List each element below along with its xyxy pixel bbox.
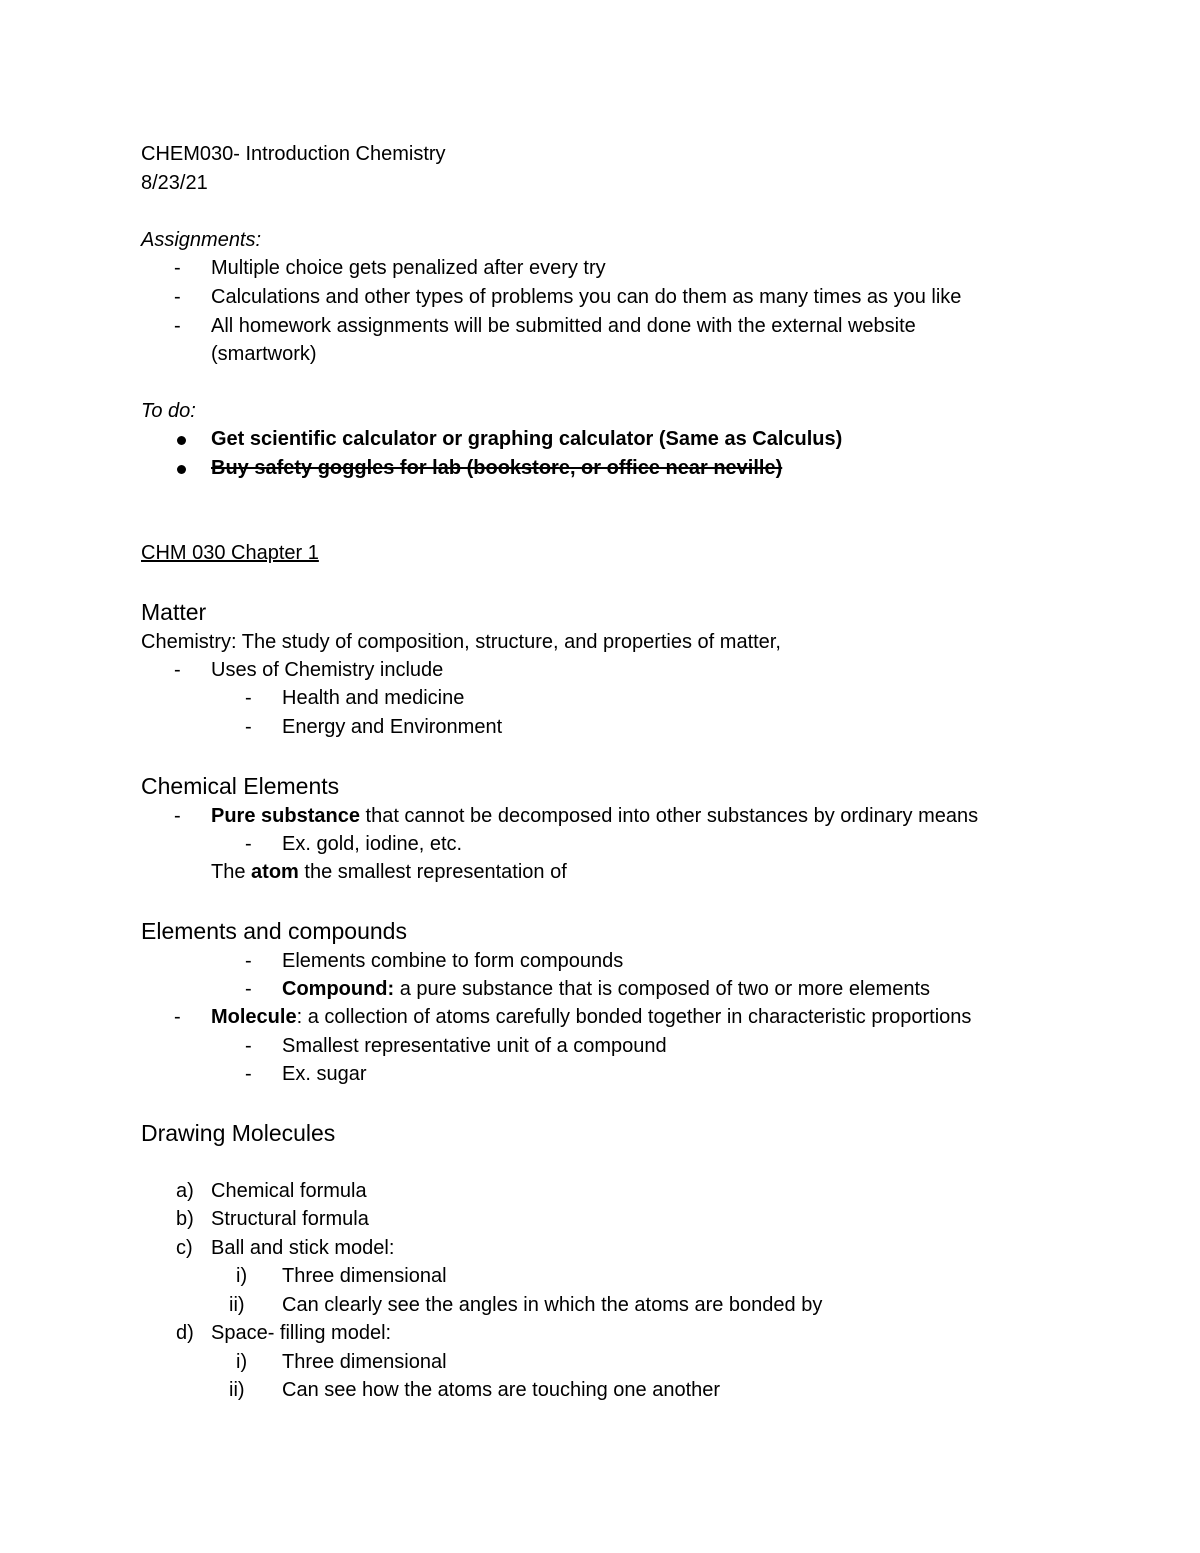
assignment-item-continuation: (smartwork) <box>211 343 317 365</box>
drawing-subitem: Three dimensional <box>282 1351 447 1373</box>
drawing-subitem: Can clearly see the angles in which the atoms are bonded by <box>282 1294 823 1316</box>
molecule-subitem: Smallest representative unit of a compound <box>282 1035 667 1057</box>
todo-item: Get scientific calculator or graphing calculator (Same as Calculus) <box>211 428 843 450</box>
element-example: Ex. gold, iodine, etc. <box>282 833 463 855</box>
compounds-item: Elements combine to form compounds <box>282 950 624 972</box>
list-marker: b) <box>176 1208 194 1230</box>
section-heading-drawing: Drawing Molecules <box>141 1120 336 1146</box>
assignment-item: Calculations and other types of problems you can do them as many times as you like <box>211 286 962 308</box>
compound-term: Compound: <box>282 978 395 1000</box>
list-dash: - <box>245 687 252 709</box>
list-marker: ii) <box>229 1379 245 1401</box>
course-title: CHEM030- Introduction Chemistry <box>141 143 446 165</box>
list-marker: ii) <box>229 1294 245 1316</box>
uses-item: Uses of Chemistry include <box>211 659 444 681</box>
molecule-example: Ex. sugar <box>282 1063 367 1085</box>
atom-text: the smallest representation of <box>298 861 567 883</box>
molecule-text: : a collection of atoms carefully bonded together in characteristic proportions <box>296 1006 972 1028</box>
assignments-heading: Assignments: <box>141 229 262 251</box>
list-marker: i) <box>236 1265 248 1287</box>
list-dash: - <box>245 950 252 972</box>
section-heading-matter: Matter <box>141 599 207 625</box>
list-dash: - <box>174 315 181 337</box>
chapter-title: CHM 030 Chapter 1 <box>141 542 319 564</box>
molecule-definition <box>211 1003 971 1031</box>
drawing-subitem: Can see how the atoms are touching one another <box>282 1379 721 1401</box>
drawing-item: Structural formula <box>211 1208 369 1230</box>
uses-subitem: Health and medicine <box>282 687 465 709</box>
list-dash: - <box>245 978 252 1000</box>
section-heading-elements: Chemical Elements <box>141 773 340 799</box>
bullet-icon <box>177 465 186 474</box>
list-dash: - <box>245 833 252 855</box>
atom-line <box>211 858 567 886</box>
pure-substance-text: that cannot be decomposed into other substances by ordinary means <box>359 805 979 827</box>
list-marker: c) <box>176 1237 193 1259</box>
pure-substance-term: Pure substance <box>211 805 360 827</box>
uses-subitem: Energy and Environment <box>282 716 503 738</box>
list-dash: - <box>245 1063 252 1085</box>
todo-heading: To do: <box>141 400 196 422</box>
note-date: 8/23/21 <box>141 172 208 194</box>
section-heading-compounds: Elements and compounds <box>141 918 407 944</box>
todo-item-done: Buy safety goggles for lab (bookstore, or office near neville) <box>211 457 783 479</box>
list-marker: i) <box>236 1351 248 1373</box>
list-dash: - <box>174 805 181 827</box>
drawing-item: Ball and stick model: <box>211 1237 395 1259</box>
drawing-item: Space- filling model: <box>211 1322 392 1344</box>
list-dash: - <box>174 257 181 279</box>
list-dash: - <box>174 659 181 681</box>
list-dash: - <box>245 716 252 738</box>
list-marker: a) <box>176 1180 194 1202</box>
compound-text: a pure substance that is composed of two or more elements <box>394 978 931 1000</box>
molecule-term: Molecule <box>211 1006 297 1028</box>
list-dash: - <box>174 286 181 308</box>
bullet-icon <box>177 436 186 445</box>
list-dash: - <box>245 1035 252 1057</box>
pure-substance-item <box>211 802 978 830</box>
atom-term: atom <box>251 861 299 883</box>
list-marker: d) <box>176 1322 194 1344</box>
assignment-item: Multiple choice gets penalized after every try <box>211 257 606 279</box>
compound-definition <box>282 975 930 1003</box>
drawing-item: Chemical formula <box>211 1180 367 1202</box>
chemistry-definition: Chemistry: The study of composition, structure, and properties of matter, <box>141 631 781 653</box>
drawing-subitem: Three dimensional <box>282 1265 447 1287</box>
atom-pre: The <box>211 861 252 883</box>
list-dash: - <box>174 1006 181 1028</box>
assignment-item: All homework assignments will be submitted and done with the external website <box>211 315 916 337</box>
